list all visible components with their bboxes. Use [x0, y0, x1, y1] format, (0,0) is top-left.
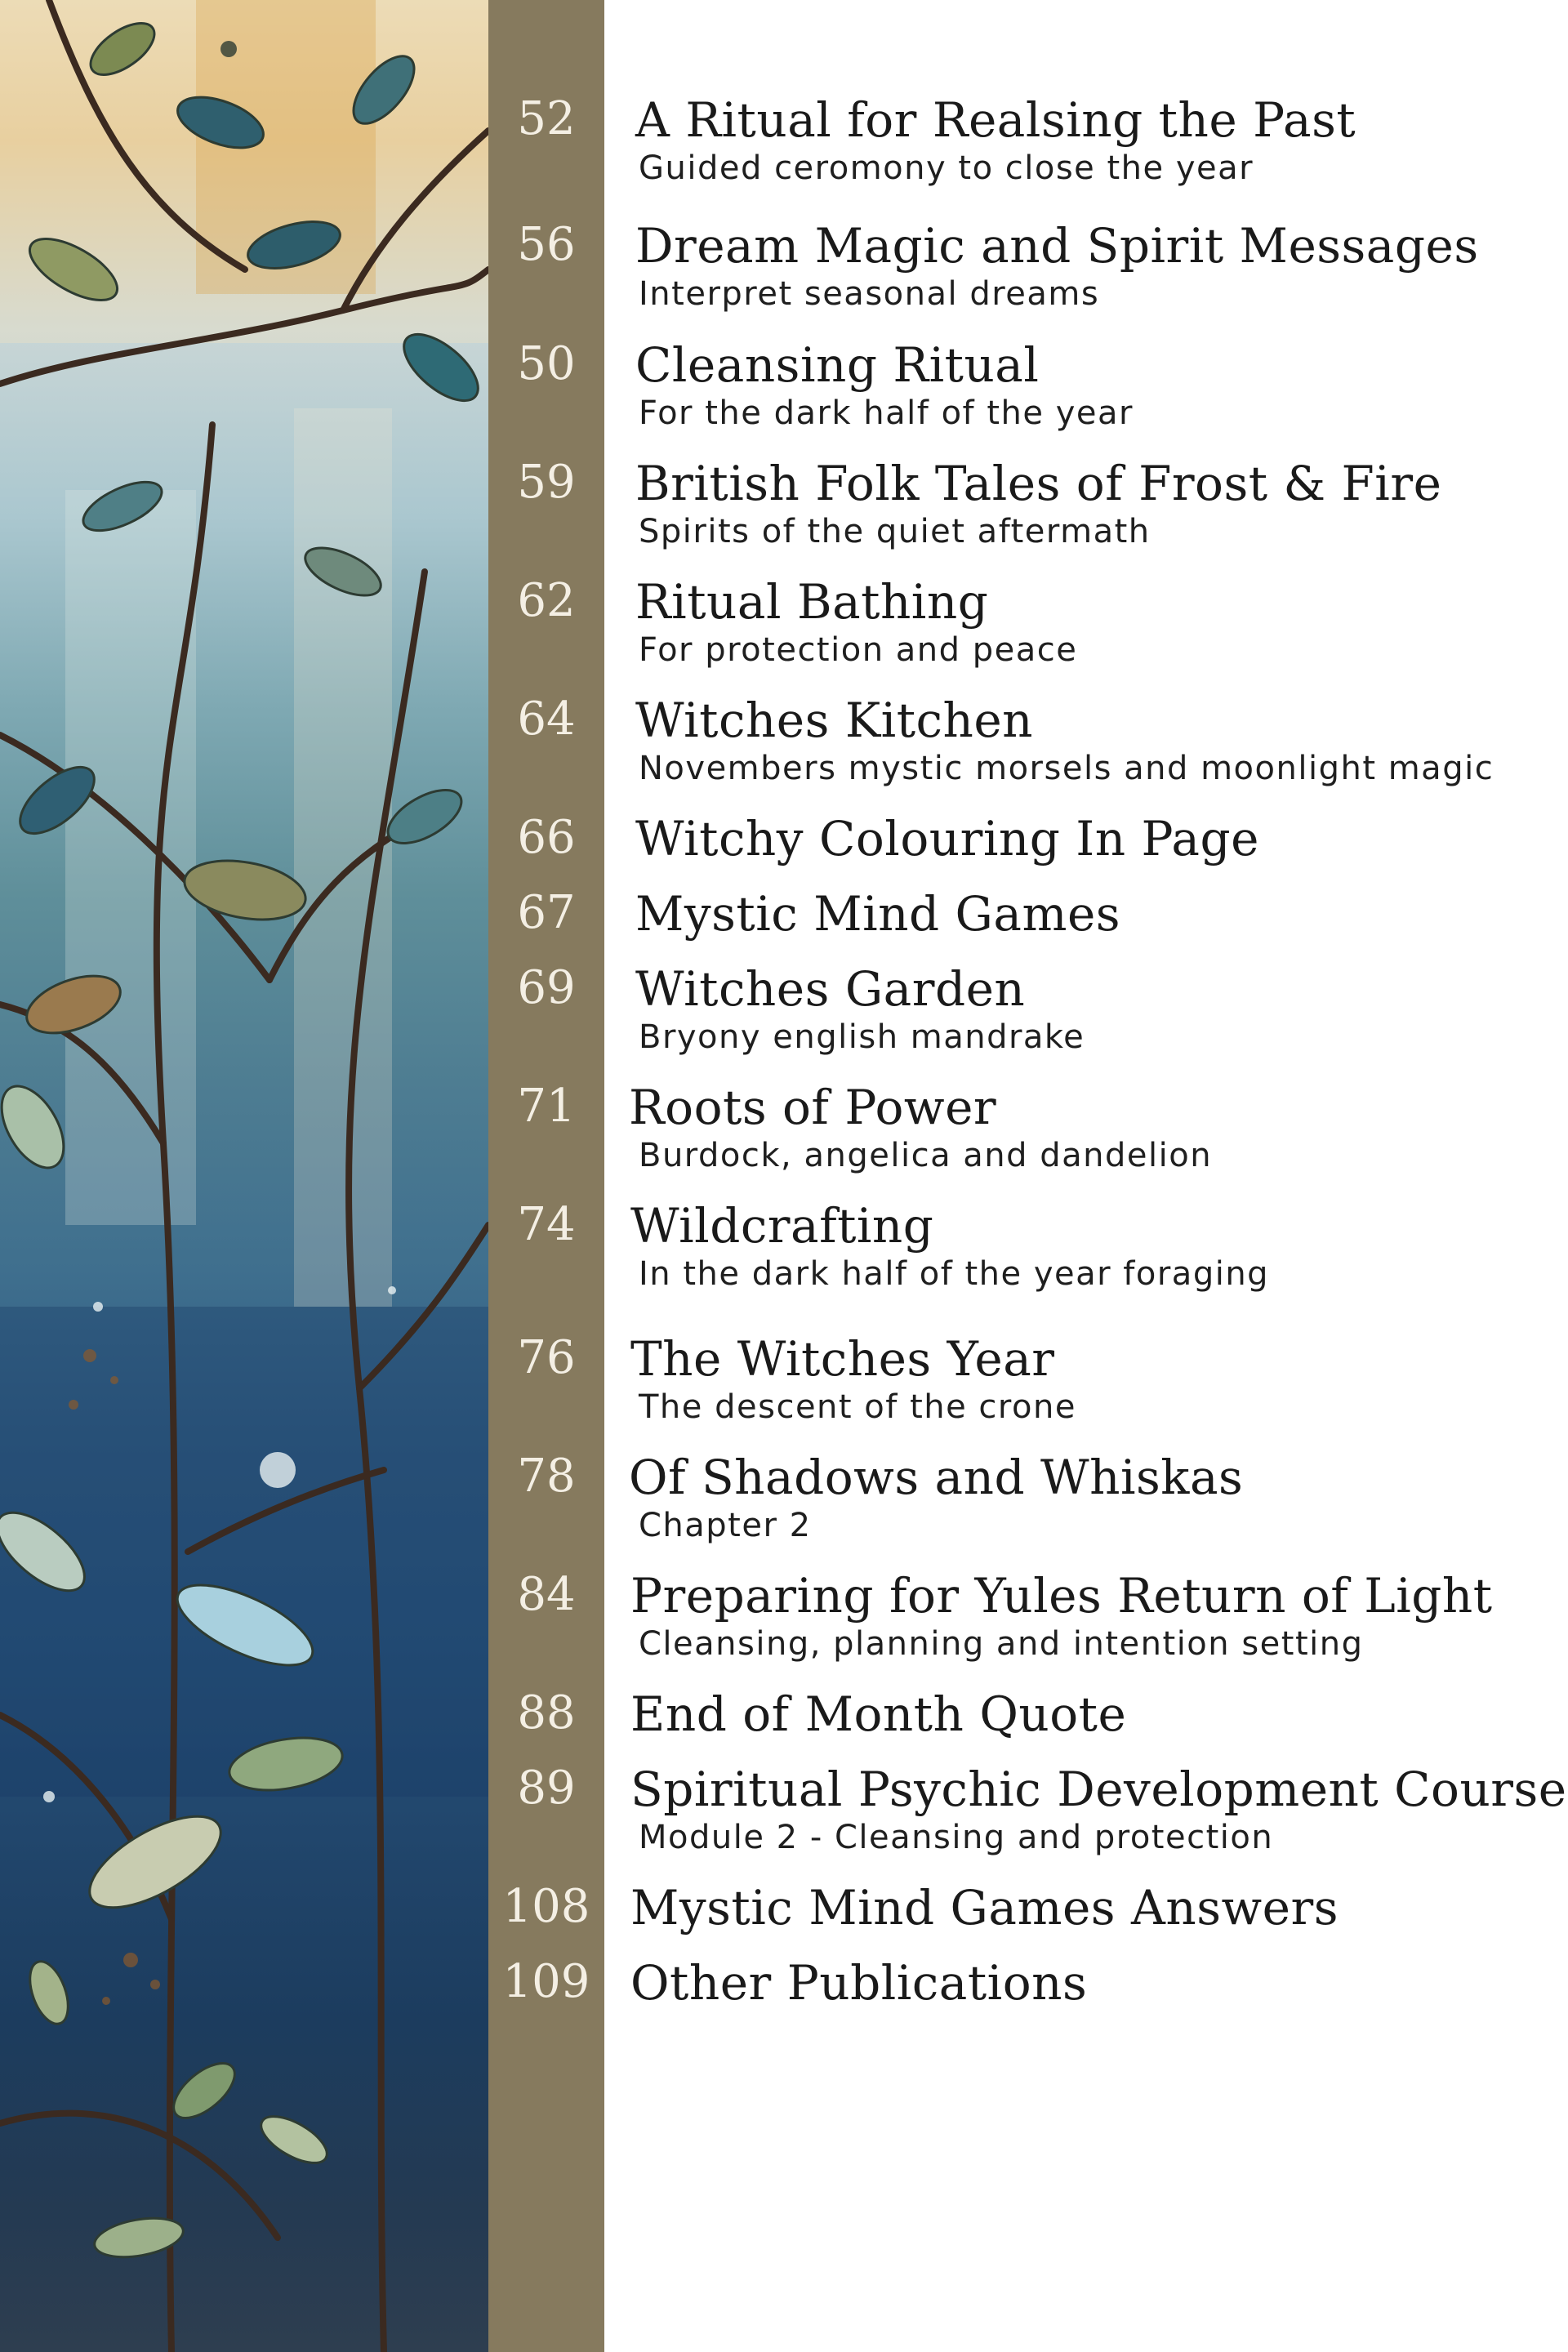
- toc-subtitle: Burdock, angelica and dandelion: [639, 1137, 1213, 1174]
- toc-title: Witches Kitchen: [635, 693, 1034, 748]
- toc-page-number: 89: [517, 1762, 576, 1815]
- toc-page-number: 62: [517, 574, 576, 627]
- toc-subtitle: Chapter 2: [639, 1507, 812, 1544]
- toc-title: Preparing for Yules Return of Light: [630, 1568, 1493, 1624]
- toc-page-number: 52: [517, 92, 576, 145]
- toc-title: Cleansing Ritual: [635, 337, 1040, 393]
- toc-subtitle: For protection and peace: [639, 631, 1078, 669]
- toc-subtitle: Guided ceromony to close the year: [639, 149, 1254, 187]
- toc-page-number: 108: [502, 1880, 590, 1933]
- toc-subtitle: For the dark half of the year: [639, 394, 1134, 432]
- toc-page-number: 74: [517, 1198, 576, 1251]
- toc-title: Ritual Bathing: [635, 574, 989, 630]
- toc-page-number: 88: [517, 1686, 576, 1740]
- toc-title: British Folk Tales of Frost & Fire: [635, 456, 1442, 511]
- toc-subtitle: Novembers mystic morsels and moonlight magic: [639, 750, 1494, 787]
- toc-page-number: 76: [517, 1331, 576, 1384]
- toc-page-number: 84: [517, 1568, 576, 1621]
- toc-title: Other Publications: [630, 1955, 1088, 2011]
- toc-title: Of Shadows and Whiskas: [629, 1450, 1244, 1505]
- toc-page-number: 59: [517, 456, 576, 509]
- toc-title: Dream Magic and Spirit Messages: [635, 218, 1479, 274]
- forest-leaves-painting: [0, 0, 488, 2352]
- toc-subtitle: Spirits of the quiet aftermath: [639, 513, 1151, 550]
- toc-page-number: 56: [517, 218, 576, 271]
- toc-title: A Ritual for Realsing the Past: [635, 92, 1356, 148]
- toc-page-number: 66: [517, 811, 576, 864]
- toc-subtitle: Interpret seasonal dreams: [639, 275, 1100, 313]
- toc-title: Spiritual Psychic Development Course: [630, 1762, 1567, 1817]
- toc-title: The Witches Year: [630, 1331, 1055, 1387]
- toc-page-number: 50: [517, 337, 576, 390]
- toc-page-number: 71: [517, 1080, 576, 1133]
- toc-title: Mystic Mind Games Answers: [630, 1880, 1339, 1936]
- toc-title: Witches Garden: [635, 961, 1026, 1017]
- toc-subtitle: The descent of the crone: [639, 1388, 1076, 1426]
- toc-page-number: 64: [517, 693, 576, 746]
- toc-subtitle: Cleansing, planning and intention setting: [639, 1625, 1364, 1663]
- toc-page-number: 69: [517, 961, 576, 1014]
- toc-page-number: 67: [517, 886, 576, 939]
- toc-title: Mystic Mind Games: [635, 886, 1121, 942]
- toc-subtitle: In the dark half of the year foraging: [639, 1255, 1270, 1293]
- toc-title: Roots of Power: [629, 1080, 997, 1135]
- toc-page-number: 78: [517, 1450, 576, 1503]
- toc-title: Witchy Colouring In Page: [635, 811, 1259, 866]
- toc-subtitle: Module 2 - Cleansing and protection: [639, 1819, 1274, 1856]
- toc-title: End of Month Quote: [630, 1686, 1127, 1742]
- toc-subtitle: Bryony english mandrake: [639, 1018, 1085, 1056]
- toc-page-number: 109: [502, 1955, 590, 2008]
- forest-leaves-icon: [0, 0, 488, 2352]
- toc-title: Wildcrafting: [630, 1198, 934, 1254]
